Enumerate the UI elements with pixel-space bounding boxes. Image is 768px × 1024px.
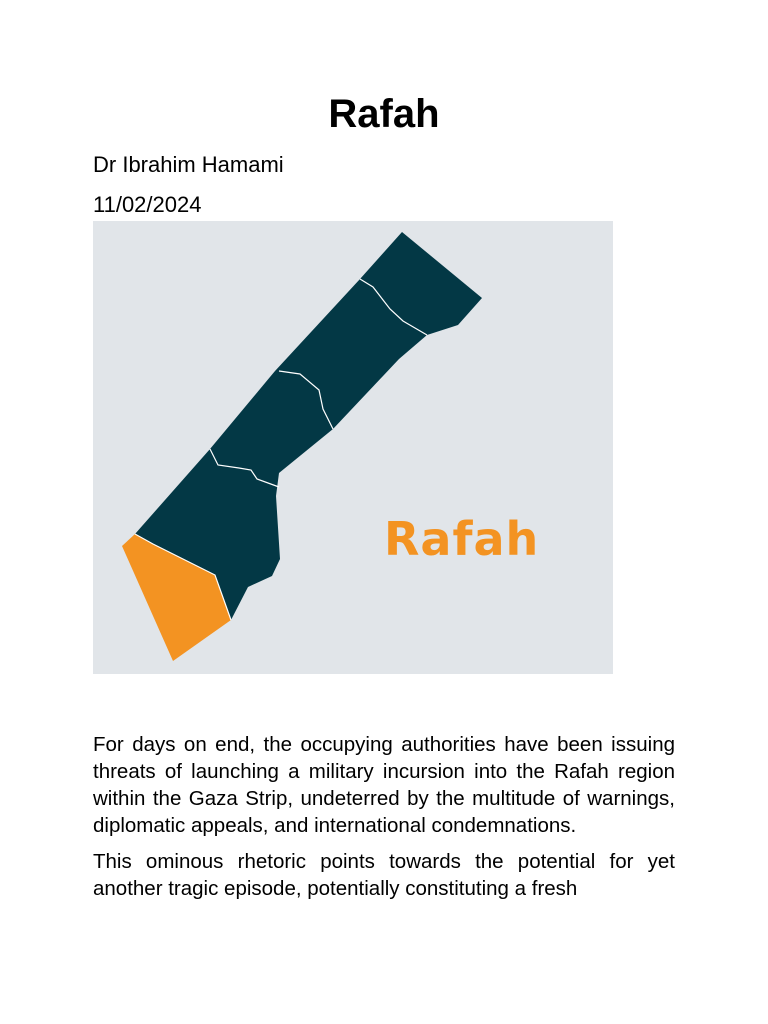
- body-paragraph: This ominous rhetoric points towards the potential for yet another tragic episode, potentially constituting a fresh: [93, 850, 675, 900]
- map-region-label: Rafah: [384, 512, 540, 566]
- document-title: Rafah: [328, 92, 440, 136]
- gaza-strip-map: [93, 221, 613, 674]
- author-name: Dr Ibrahim Hamami: [93, 152, 284, 177]
- article-body: [93, 731, 675, 911]
- publication-date: 11/02/2024: [93, 192, 202, 217]
- rafah-map-figure: [93, 221, 613, 674]
- body-paragraph: For days on end, the occupying authorities have been issuing threats of launching a military incursion into the Rafah region within the Gaza Strip, undeterred by the multitude of warnings, diplomatic appeals, and international condemnations.: [93, 733, 675, 837]
